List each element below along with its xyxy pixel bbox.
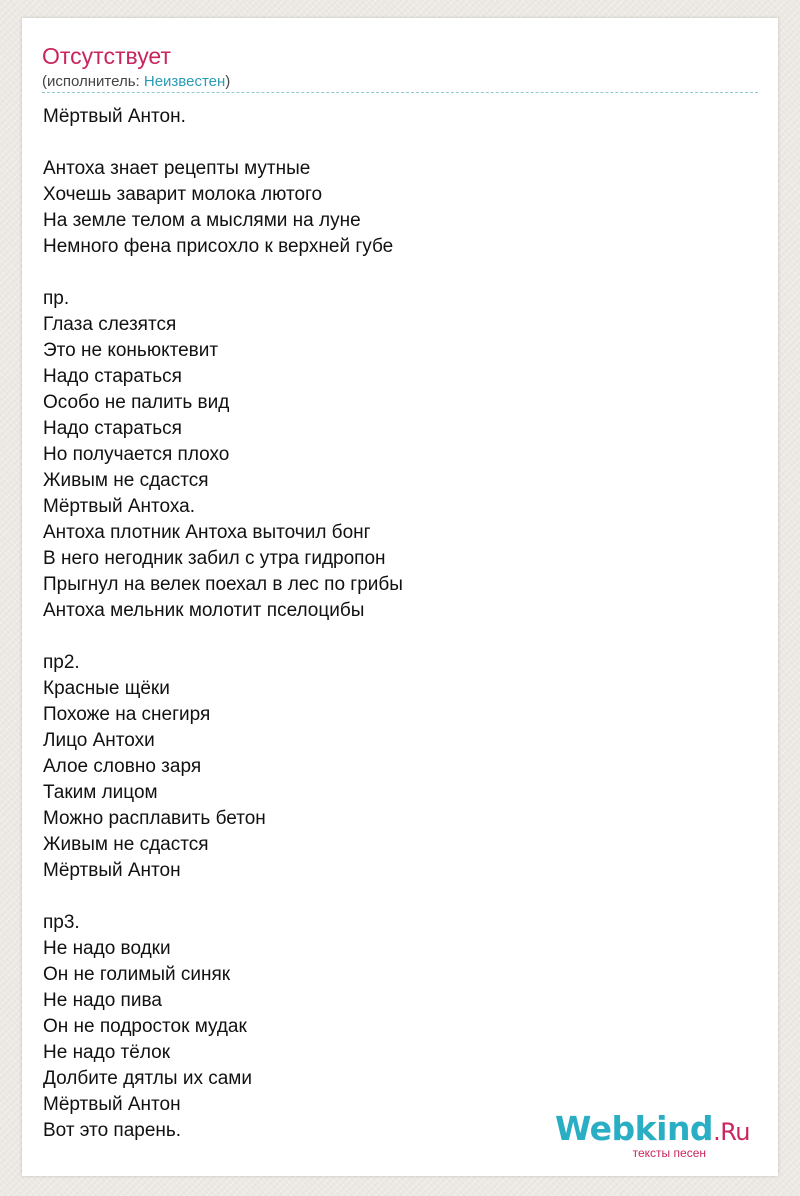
logo-subtitle: тексты песен (632, 1146, 706, 1160)
lyric-line: Не надо тёлок (43, 1042, 171, 1063)
lyric-line: Лицо Антохи (43, 730, 155, 751)
lyric-line: пр. (43, 288, 70, 309)
lyric-line: Вот это парень. (43, 1120, 182, 1141)
lyric-line: Антоха плотник Антоха выточил бонг (43, 522, 371, 543)
lyric-line: Алое словно заря (43, 756, 202, 777)
lyric-line: Мёртвый Антон. (43, 106, 186, 127)
lyric-line: Мёртвый Антон (43, 860, 181, 881)
lyric-line: Живым не сдастся (43, 834, 209, 855)
lyric-line: Это не коньюктевит (43, 340, 219, 361)
performer-prefix: (исполнитель: (42, 73, 144, 90)
lyric-line: Надо стараться (43, 418, 182, 439)
lyric-line: Мёртвый Антон (43, 1094, 181, 1115)
lyric-line: Антоха мельник молотит пселоцибы (43, 600, 365, 621)
lyric-line: На земле телом а мыслями на луне (43, 210, 361, 231)
lyric-line: Немного фена присохло к верхней губе (43, 236, 394, 257)
lyric-line: Антоха знает рецепты мутные (43, 158, 311, 179)
lyric-blank-line (43, 624, 743, 650)
lyric-line: Мёртвый Антоха. (43, 496, 196, 517)
lyric-line: Хочешь заварит молока лютого (43, 184, 323, 205)
lyric-line: пр2. (43, 652, 80, 673)
lyric-blank-line (43, 884, 743, 910)
lyric-line: Красные щёки (43, 678, 170, 699)
lyric-line: Долбите дятлы их сами (43, 1068, 252, 1089)
logo-wordmark (530, 1110, 750, 1151)
lyric-line: Он не подросток мудак (43, 1016, 247, 1037)
lyric-line: Похоже на снегиря (43, 704, 211, 725)
song-title: Отсутствует (42, 43, 171, 69)
lyric-line: Он не голимый синяк (43, 964, 231, 985)
lyric-blank-line (43, 130, 743, 156)
lyric-line: Таким лицом (43, 782, 158, 803)
lyric-line: Надо стараться (43, 366, 182, 387)
lyric-line: пр3. (43, 912, 80, 933)
performer-line (42, 72, 230, 92)
lyric-line: Не надо пива (43, 990, 162, 1011)
logo-tld: .Ru (713, 1118, 750, 1146)
lyrics-sheet (22, 18, 778, 1176)
lyric-line: Глаза слезятся (43, 314, 177, 335)
lyrics-text (43, 104, 743, 1144)
performer-suffix: ) (225, 73, 231, 90)
lyric-line: Но получается плохо (43, 444, 230, 465)
lyric-blank-line (43, 260, 743, 286)
lyric-line: Живым не сдастся (43, 470, 209, 491)
lyric-line: Прыгнул на велек поехал в лес по грибы (43, 574, 403, 595)
performer-link[interactable]: Неизвестен (143, 73, 226, 90)
lyric-line: В него негодник забил с утра гидропон (43, 548, 386, 569)
webkind-logo[interactable] (530, 1110, 750, 1170)
title-divider (42, 92, 758, 93)
lyric-line: Можно расплавить бетон (43, 808, 266, 829)
logo-name: Webkind (554, 1109, 714, 1148)
lyric-line: Особо не палить вид (43, 392, 230, 413)
lyric-line: Не надо водки (43, 938, 171, 959)
